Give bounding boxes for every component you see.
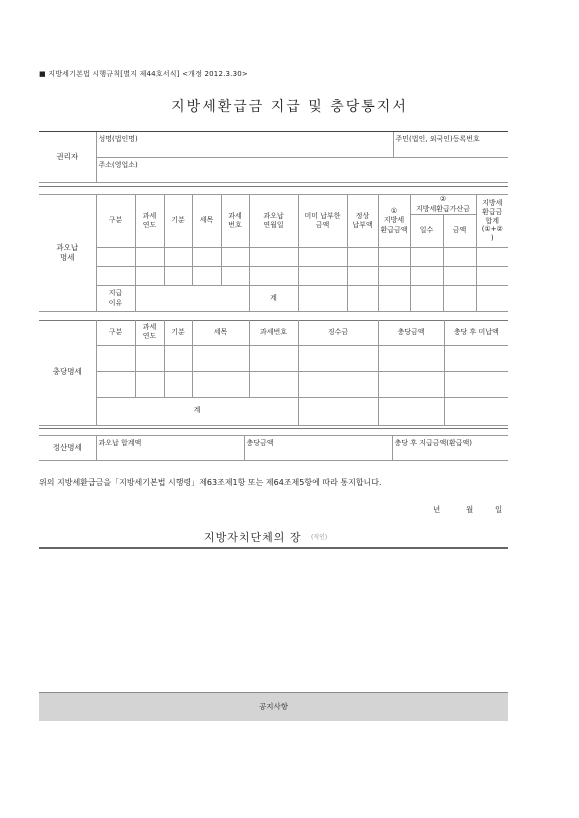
- col-gibun: 기분: [164, 320, 192, 345]
- overpay-sum-label: 계: [249, 286, 298, 312]
- col-gibun: 기분: [164, 195, 192, 248]
- col-unpaid-after: 충당 후 미납액: [444, 320, 508, 345]
- name-field-label: 성명(법인명): [96, 132, 393, 157]
- date-year: 년: [433, 505, 441, 514]
- offset-amount-label: 충당금액: [244, 436, 392, 461]
- rights-holder-label: 권리자: [39, 132, 96, 182]
- table-row: [39, 267, 508, 286]
- page-title: 지방세환급금 지급 및 충당통지서: [171, 99, 408, 115]
- col-days: 일수: [410, 215, 443, 248]
- notice-bar: [39, 692, 508, 721]
- seal-mark: (직인): [311, 534, 328, 541]
- id-field-label: 주민(법인, 외국인)등록번호: [393, 132, 508, 157]
- overpayment-label: 과오납 명세: [39, 195, 96, 312]
- col-tax-year: 과세 연도: [135, 195, 164, 248]
- settlement-table: [39, 435, 508, 461]
- col-semok: 세목: [192, 320, 249, 345]
- col-refund-total: 지방세 환급금 합계 (①+② ): [476, 195, 508, 248]
- settlement-label: 정산명세: [39, 436, 96, 461]
- signature-separator: [39, 547, 508, 549]
- col-amount: 금액: [443, 215, 476, 248]
- col-paid-amount: 미미 납부한 금액: [298, 195, 347, 248]
- col-tax-number: 과세 번호: [221, 195, 249, 248]
- offset-sum-label: 계: [96, 397, 298, 425]
- offset-table: [39, 320, 508, 426]
- col-offset-amount: 충당금액: [378, 320, 444, 345]
- col-tax-number: 과세번호: [249, 320, 298, 345]
- table-row: [39, 345, 508, 371]
- payment-reason-field: [135, 286, 249, 312]
- date-month: 월: [466, 505, 474, 514]
- signer-title: 지방자치단체의 장: [204, 531, 302, 544]
- date-day: 일: [495, 505, 503, 514]
- col-refund-amount: ① 지방세 환급금액: [378, 195, 410, 248]
- address-field-label: 주소(영업소): [96, 157, 508, 182]
- pay-after-offset-label: 충당 후 지급금액(환급액): [392, 436, 508, 461]
- separator: [39, 428, 508, 429]
- col-additional-refund: ② 지방세환급가산금: [410, 195, 476, 215]
- form-header-note: ■ 지방세기본법 시행규칙[별지 제44호서식] <개정 2012.3.30>: [39, 70, 248, 78]
- notification-statement: 위의 지방세환급금을「지방세기본법 시행령」제63조제1항 또는 제64조제5항에 따라 통지합니다.: [39, 478, 382, 487]
- notice-top-border: [39, 692, 508, 693]
- col-semok: 세목: [192, 195, 221, 248]
- overpayment-table: [39, 194, 508, 312]
- separator: [39, 186, 508, 187]
- notice-label: 공지사항: [259, 702, 288, 711]
- col-proper-amount: 정상 납부액: [347, 195, 378, 248]
- offset-label: 충당명세: [39, 320, 96, 425]
- payment-reason-label: 지급 이유: [96, 286, 135, 312]
- col-collection: 징수금: [298, 320, 378, 345]
- table-row: [39, 248, 508, 267]
- col-overpay-date: 과오납 연월일: [249, 195, 298, 248]
- col-gubun: 구분: [96, 320, 135, 345]
- col-tax-year: 과세 연도: [135, 320, 164, 345]
- table-row: [39, 371, 508, 397]
- overpay-total-label: 과오납 합계액: [96, 436, 244, 461]
- col-gubun: 구분: [96, 195, 135, 248]
- rights-holder-table: [39, 132, 508, 183]
